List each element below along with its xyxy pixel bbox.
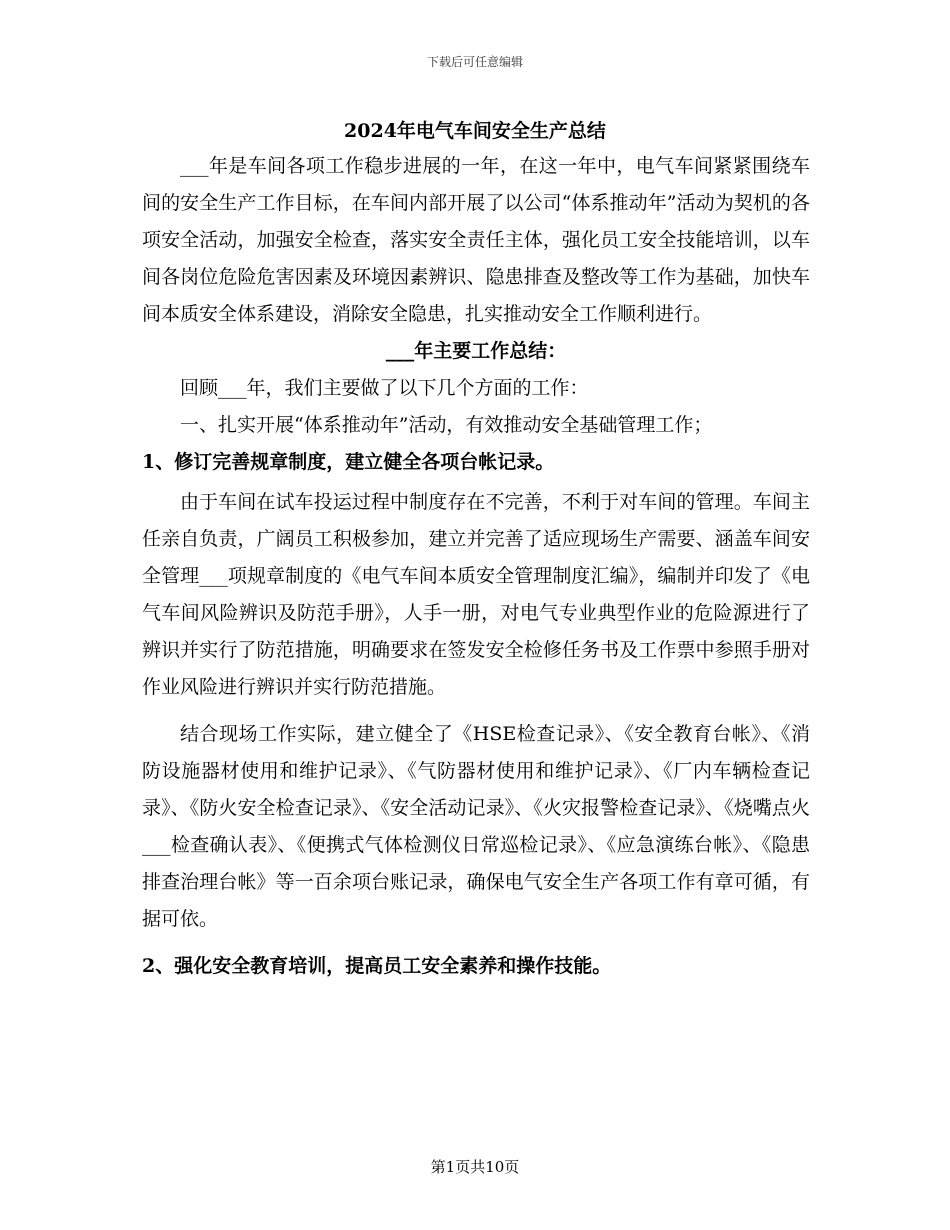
section-1-heading: 一、扎实开展“体系推动年”活动，有效推动安全基础管理工作； <box>180 414 713 436</box>
page-header-note: 下载后可任意编辑 <box>426 55 523 69</box>
item-1-paragraph-1: 由于车间在试车投运过程中制度存在不完善，不利于对车间的管理。车间主任亲自负责，广阔员工积极参加，建立并完善了适应现场生产需要、涵盖车间安全管理___项规章制度的《电气车间本质安全管理制度汇编》，编制并印发了《电气车间风险辨识及防范手册》，人手一册，对电气专业典型作业的危险源进行了辨识并实行了防范措施，明确要求在签发安全检修任务书及工作票中参照手册对作业风险进行辨识并实行防范措施。 <box>142 491 810 698</box>
item-1-heading: 1、修订完善规章制度，建立健全各项台帐记录。 <box>142 451 555 473</box>
document-body <box>142 148 810 985</box>
review-paragraph: 回顾___年，我们主要做了以下几个方面的工作： <box>180 377 589 399</box>
intro-paragraph: ___年是车间各项工作稳步进展的一年，在这一年中，电气车间紧紧围绕车间的安全生产工作目标，在车间内部开展了以公司“体系推动年”活动为契机的各项安全活动，加强安全检查，落实安全责任主体，强化员工安全技能培训，以车间各岗位危险危害因素及环境因素辨识、隐患排查及整改等工作为基础，加快车间本质安全体系建设，消除安全隐患，扎实推动安全工作顺利进行。 <box>142 155 810 325</box>
summary-heading: ___年主要工作总结： <box>385 340 567 362</box>
document-title: 2024年电气车间安全生产总结 <box>344 120 606 142</box>
page-number: 第1页共10页 <box>430 1158 520 1176</box>
item-1-paragraph-2: 结合现场工作实际，建立健全了《HSE检查记录》、《安全教育台帐》、《消防设施器材使用和维护记录》、《气防器材使用和维护记录》、《厂内车辆检查记录》、《防火安全检查记录》、《安全活动记录》、《火灾报警检查记录》、《烧嘴点火___检查确认表》、《便携式气体检测仪日常巡检记录》、《应急演练台帐》、《隐患排查治理台帐》等一百余项台账记录，确保电气安全生产各项工作有章可循，有据可依。 <box>142 723 810 930</box>
item-2-heading: 2、强化安全教育培训，提高员工安全素养和操作技能。 <box>142 955 612 977</box>
